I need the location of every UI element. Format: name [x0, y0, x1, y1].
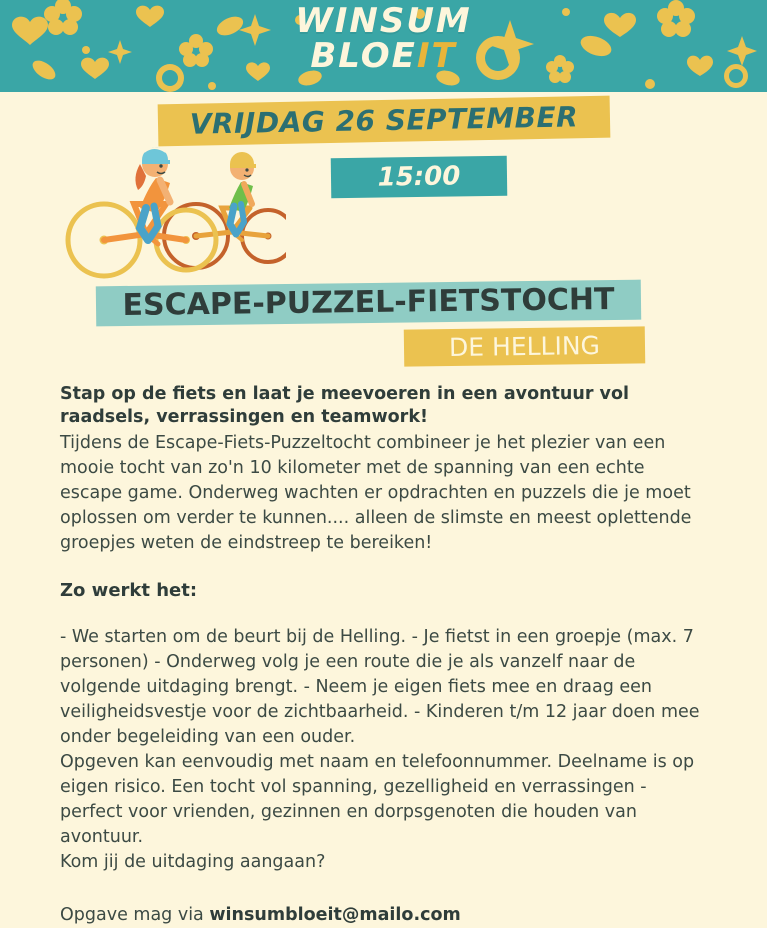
- brand-logo-line2-accent: IT: [416, 36, 457, 76]
- event-location: DE HELLING: [448, 330, 601, 363]
- brand-logo: [0, 1, 767, 76]
- event-title: ESCAPE-PUZZEL-FIETSTOCHT: [122, 281, 615, 324]
- brand-logo-line2: [0, 38, 767, 74]
- event-description: [60, 383, 710, 928]
- signup-prefix: Opgave mag via: [60, 905, 210, 925]
- event-time: 15:00: [377, 161, 461, 193]
- event-date: VRIJDAG 26 SEPTEMBER: [189, 100, 579, 141]
- signup-line: [60, 903, 710, 928]
- closing-question: Kom jij de uitdaging aangaan?: [60, 852, 326, 872]
- brand-logo-line2-main: BLOE: [310, 36, 417, 76]
- cyclists-illustration: [36, 112, 286, 282]
- brand-logo-line1: WINSUM: [295, 1, 472, 41]
- howto-heading: Zo werkt het:: [60, 580, 198, 601]
- signup-email[interactable]: winsumbloeit@mailo.com: [209, 905, 461, 925]
- risk-body: Opgeven kan eenvoudig met naam en telefoonnummer. Deelname is op eigen risico. Een tocht vol spanning, gezelligheid en verrassingen - perfect voor vrienden, gezinnen en dorpsgenoten die houden van avontuur.: [60, 752, 695, 847]
- header-banner: [0, 0, 767, 92]
- howto-body: - We starten om de beurt bij de Helling. - Je fietst in een groepje (max. 7 personen) - Onderweg volg je een route die je als vanzelf naar de volgende uitdaging brengt. - Neem je eigen fiets mee en draag een veiligheidsvestje voor de zichtbaarheid. - Kinderen t/m 12 jaar doen mee onder begeleiding van een ouder.: [60, 627, 700, 747]
- intro-paragraph: Tijdens de Escape-Fiets-Puzzeltocht combineer je het plezier van een mooie tocht van zo'n 10 kilometer met de spanning van een echte escape game. Onderweg wachten er opdrachten en puzzels die je moet oplossen om verder te kunnen.... alleen de slimste en meest oplettende groepjes weten de eindstreep te bereiken!: [60, 433, 692, 553]
- lead-paragraph: Stap op de fiets en laat je meevoeren in een avontuur vol raadsels, verrassingen en teamwork!: [60, 384, 629, 427]
